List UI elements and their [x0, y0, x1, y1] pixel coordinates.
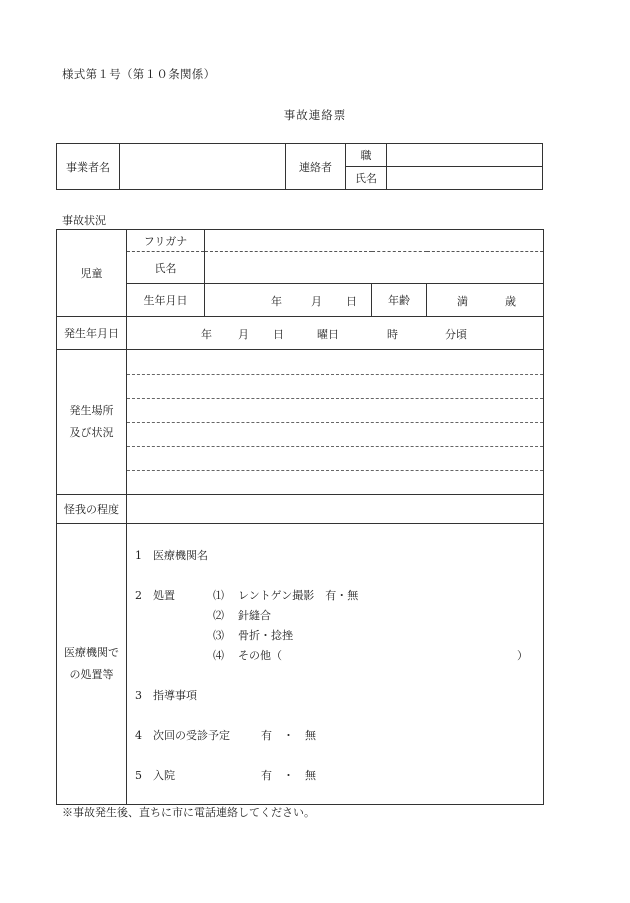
- dob-year-unit: 年: [271, 295, 282, 308]
- business-name-field[interactable]: [120, 144, 286, 190]
- occ-weekday-unit: 曜日: [317, 328, 339, 341]
- medical-label: [57, 524, 127, 805]
- age-unit: 歳: [505, 295, 516, 308]
- occ-year-unit: 年: [201, 328, 212, 341]
- occ-day-unit: 日: [273, 328, 284, 341]
- place-label: [57, 350, 127, 495]
- accident-table: [56, 229, 544, 805]
- next-visit-options: 有 ・ 無: [261, 729, 316, 742]
- furigana-label: フリガナ: [127, 230, 205, 252]
- place-field[interactable]: [127, 350, 544, 495]
- ruled-line: [127, 422, 543, 423]
- child-name-label: 氏名: [127, 252, 205, 284]
- place-label-line2: 及び状況: [69, 426, 114, 439]
- hospitalization-options: 有 ・ 無: [261, 769, 316, 782]
- reporter-table: [56, 143, 543, 190]
- treatment-other-close: ）: [517, 649, 528, 662]
- age-full-prefix: 満: [457, 295, 468, 308]
- treatment-suture: 針縫合: [238, 609, 271, 622]
- occ-month-unit: 月: [238, 328, 249, 341]
- medical-field[interactable]: [127, 524, 544, 805]
- dob-month-unit: 月: [311, 295, 322, 308]
- medical-item-treatment: 2 処置: [135, 589, 175, 602]
- occurrence-label: 発生年月日: [57, 317, 127, 350]
- contact-label: 連絡者: [286, 144, 346, 190]
- occ-hour-unit: 時: [387, 328, 398, 341]
- ruled-line: [127, 470, 543, 471]
- footnote: ※事故発生後、直ちに市に電話連絡してください。: [62, 806, 315, 819]
- medical-item-institution: 1 医療機関名: [135, 549, 208, 562]
- dob-label: 生年月日: [127, 284, 205, 317]
- dob-field[interactable]: [205, 284, 372, 317]
- contact-name-label: 氏名: [346, 167, 387, 190]
- treatment-2-number: ⑵: [213, 609, 224, 622]
- treatment-4-number: ⑷: [213, 649, 224, 662]
- child-label: 児童: [57, 230, 127, 317]
- treatment-xray: レントゲン撮影 有・無: [238, 589, 359, 602]
- position-label: 職: [346, 144, 387, 167]
- ruled-line: [127, 374, 543, 375]
- ruled-line: [127, 446, 543, 447]
- dob-day-unit: 日: [346, 295, 357, 308]
- treatment-fracture: 骨折・捻挫: [238, 629, 293, 642]
- place-label-line1: 発生場所: [69, 404, 114, 417]
- furigana-field[interactable]: [205, 230, 544, 252]
- age-field[interactable]: [427, 284, 544, 317]
- medical-item-guidance: 3 指導事項: [135, 689, 197, 702]
- medical-item-hospitalization: 5 入院: [135, 769, 175, 782]
- form-number: 様式第１号（第１０条関係）: [62, 67, 216, 81]
- injury-label: 怪我の程度: [57, 495, 127, 524]
- document-title: 事故連絡票: [283, 108, 347, 122]
- treatment-other: その他（: [238, 649, 282, 662]
- position-field[interactable]: [387, 144, 543, 167]
- medical-item-next-visit: 4 次回の受診予定: [135, 729, 230, 742]
- medical-label-line1: 医療機関で: [64, 646, 119, 659]
- injury-field[interactable]: [127, 495, 544, 524]
- business-name-label: 事業者名: [57, 144, 120, 190]
- medical-label-line2: の処置等: [69, 668, 114, 681]
- ruled-line: [127, 398, 543, 399]
- treatment-3-number: ⑶: [213, 629, 224, 642]
- treatment-1-number: ⑴: [213, 589, 224, 602]
- occurrence-field[interactable]: [127, 317, 544, 350]
- age-label: 年齢: [372, 284, 427, 317]
- child-name-field[interactable]: [205, 252, 544, 284]
- occ-minute-unit: 分頃: [445, 328, 467, 341]
- section-label: 事故状況: [62, 214, 106, 227]
- contact-name-field[interactable]: [387, 167, 543, 190]
